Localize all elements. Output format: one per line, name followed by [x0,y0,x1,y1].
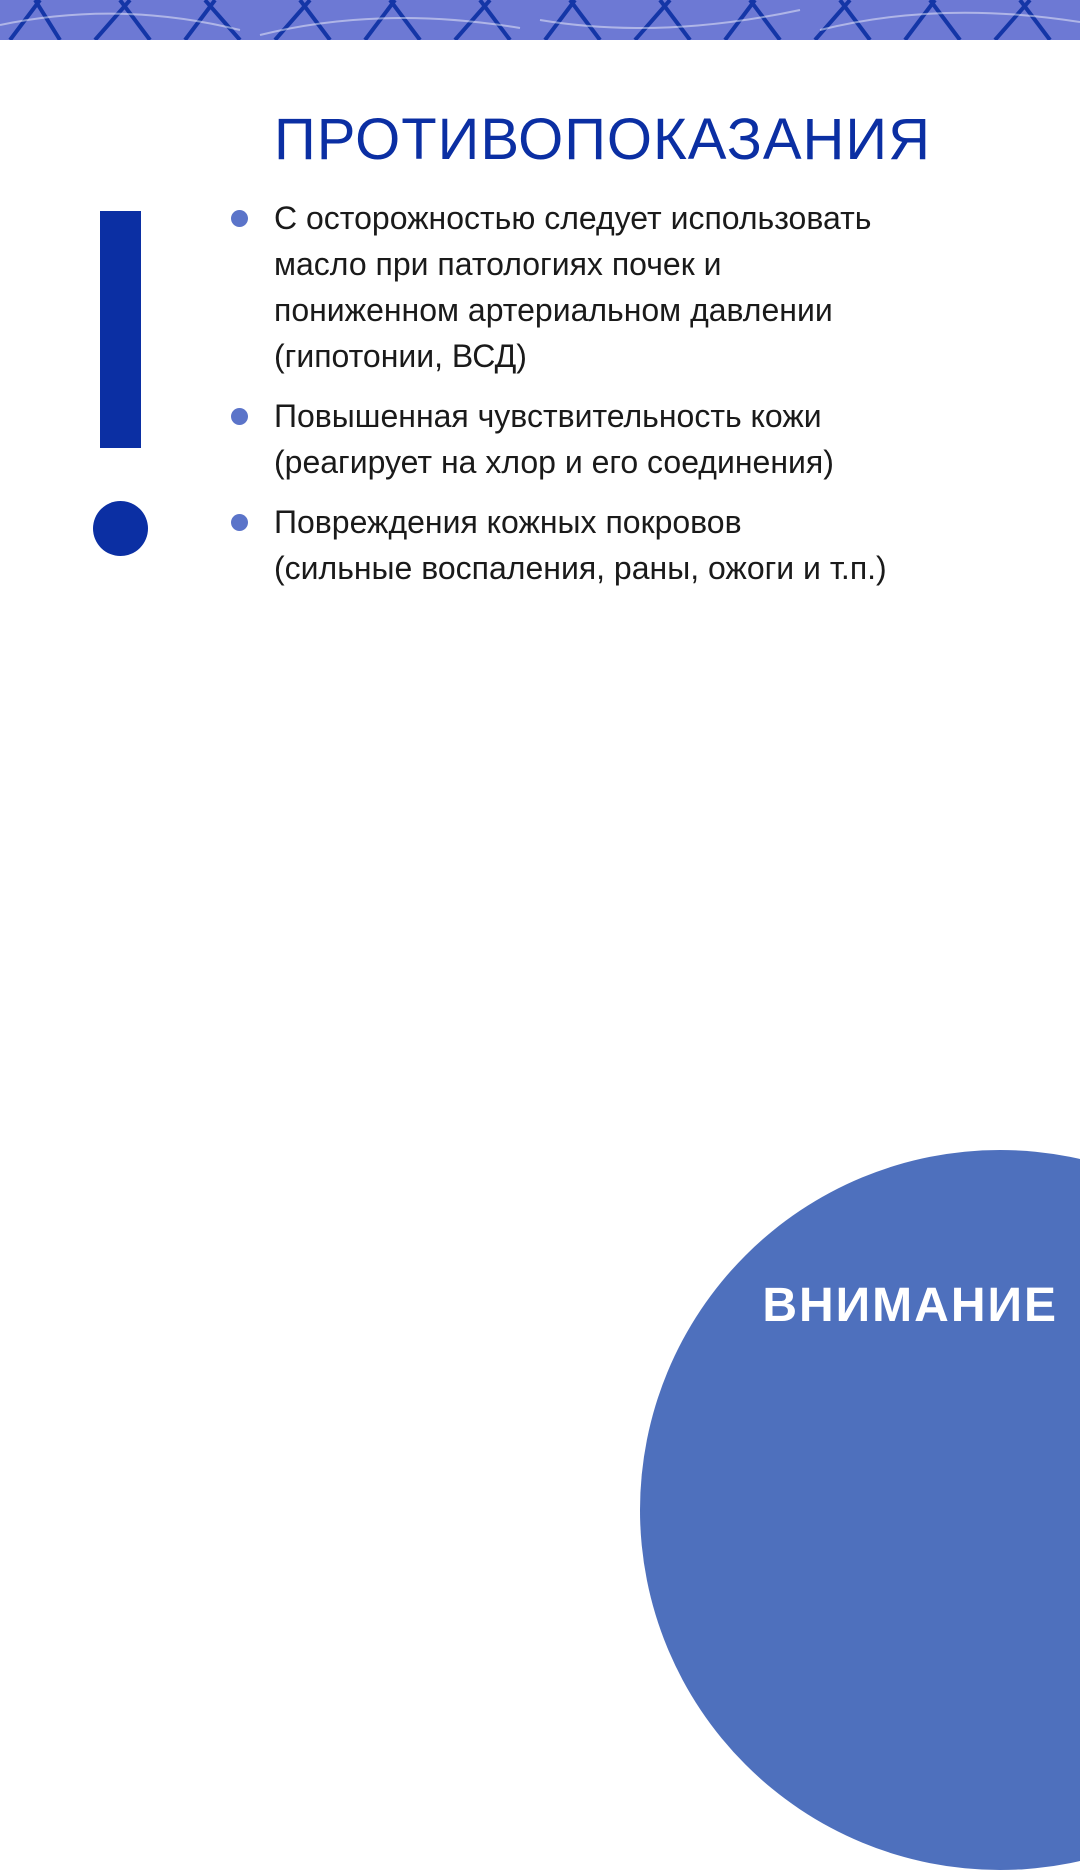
exclamation-bar [100,211,141,448]
exclamation-dot [93,501,148,556]
list-item-line: (гипотонии, ВСД) [274,338,527,374]
page-title: ПРОТИВОПОКАЗАНИЯ [274,107,932,172]
bullet-icon [231,514,248,531]
contraindications-list [230,195,990,605]
list-item [230,393,990,485]
list-item-line: пониженном артериальном давлении [274,292,833,328]
attention-badge: ВНИМАНИЕ [762,1279,1058,1332]
bullet-icon [231,408,248,425]
list-item-line: масло при патологиях почек и [274,246,722,282]
bullet-icon [231,210,248,227]
list-item-line: Повышенная чувствительность кожи [274,398,822,434]
list-item-line: (сильные воспаления, раны, ожоги и т.п.) [274,550,887,586]
list-item-line: (реагирует на хлор и его соединения) [274,444,834,480]
banner-pattern-icon [0,0,1080,40]
list-item [230,195,990,379]
list-item-line: Повреждения кожных покровов [274,504,742,540]
decorative-circle [640,1150,1080,1870]
list-item-line: С осторожностью следует использовать [274,200,872,236]
list-item [230,499,990,591]
decorative-banner [0,0,1080,40]
